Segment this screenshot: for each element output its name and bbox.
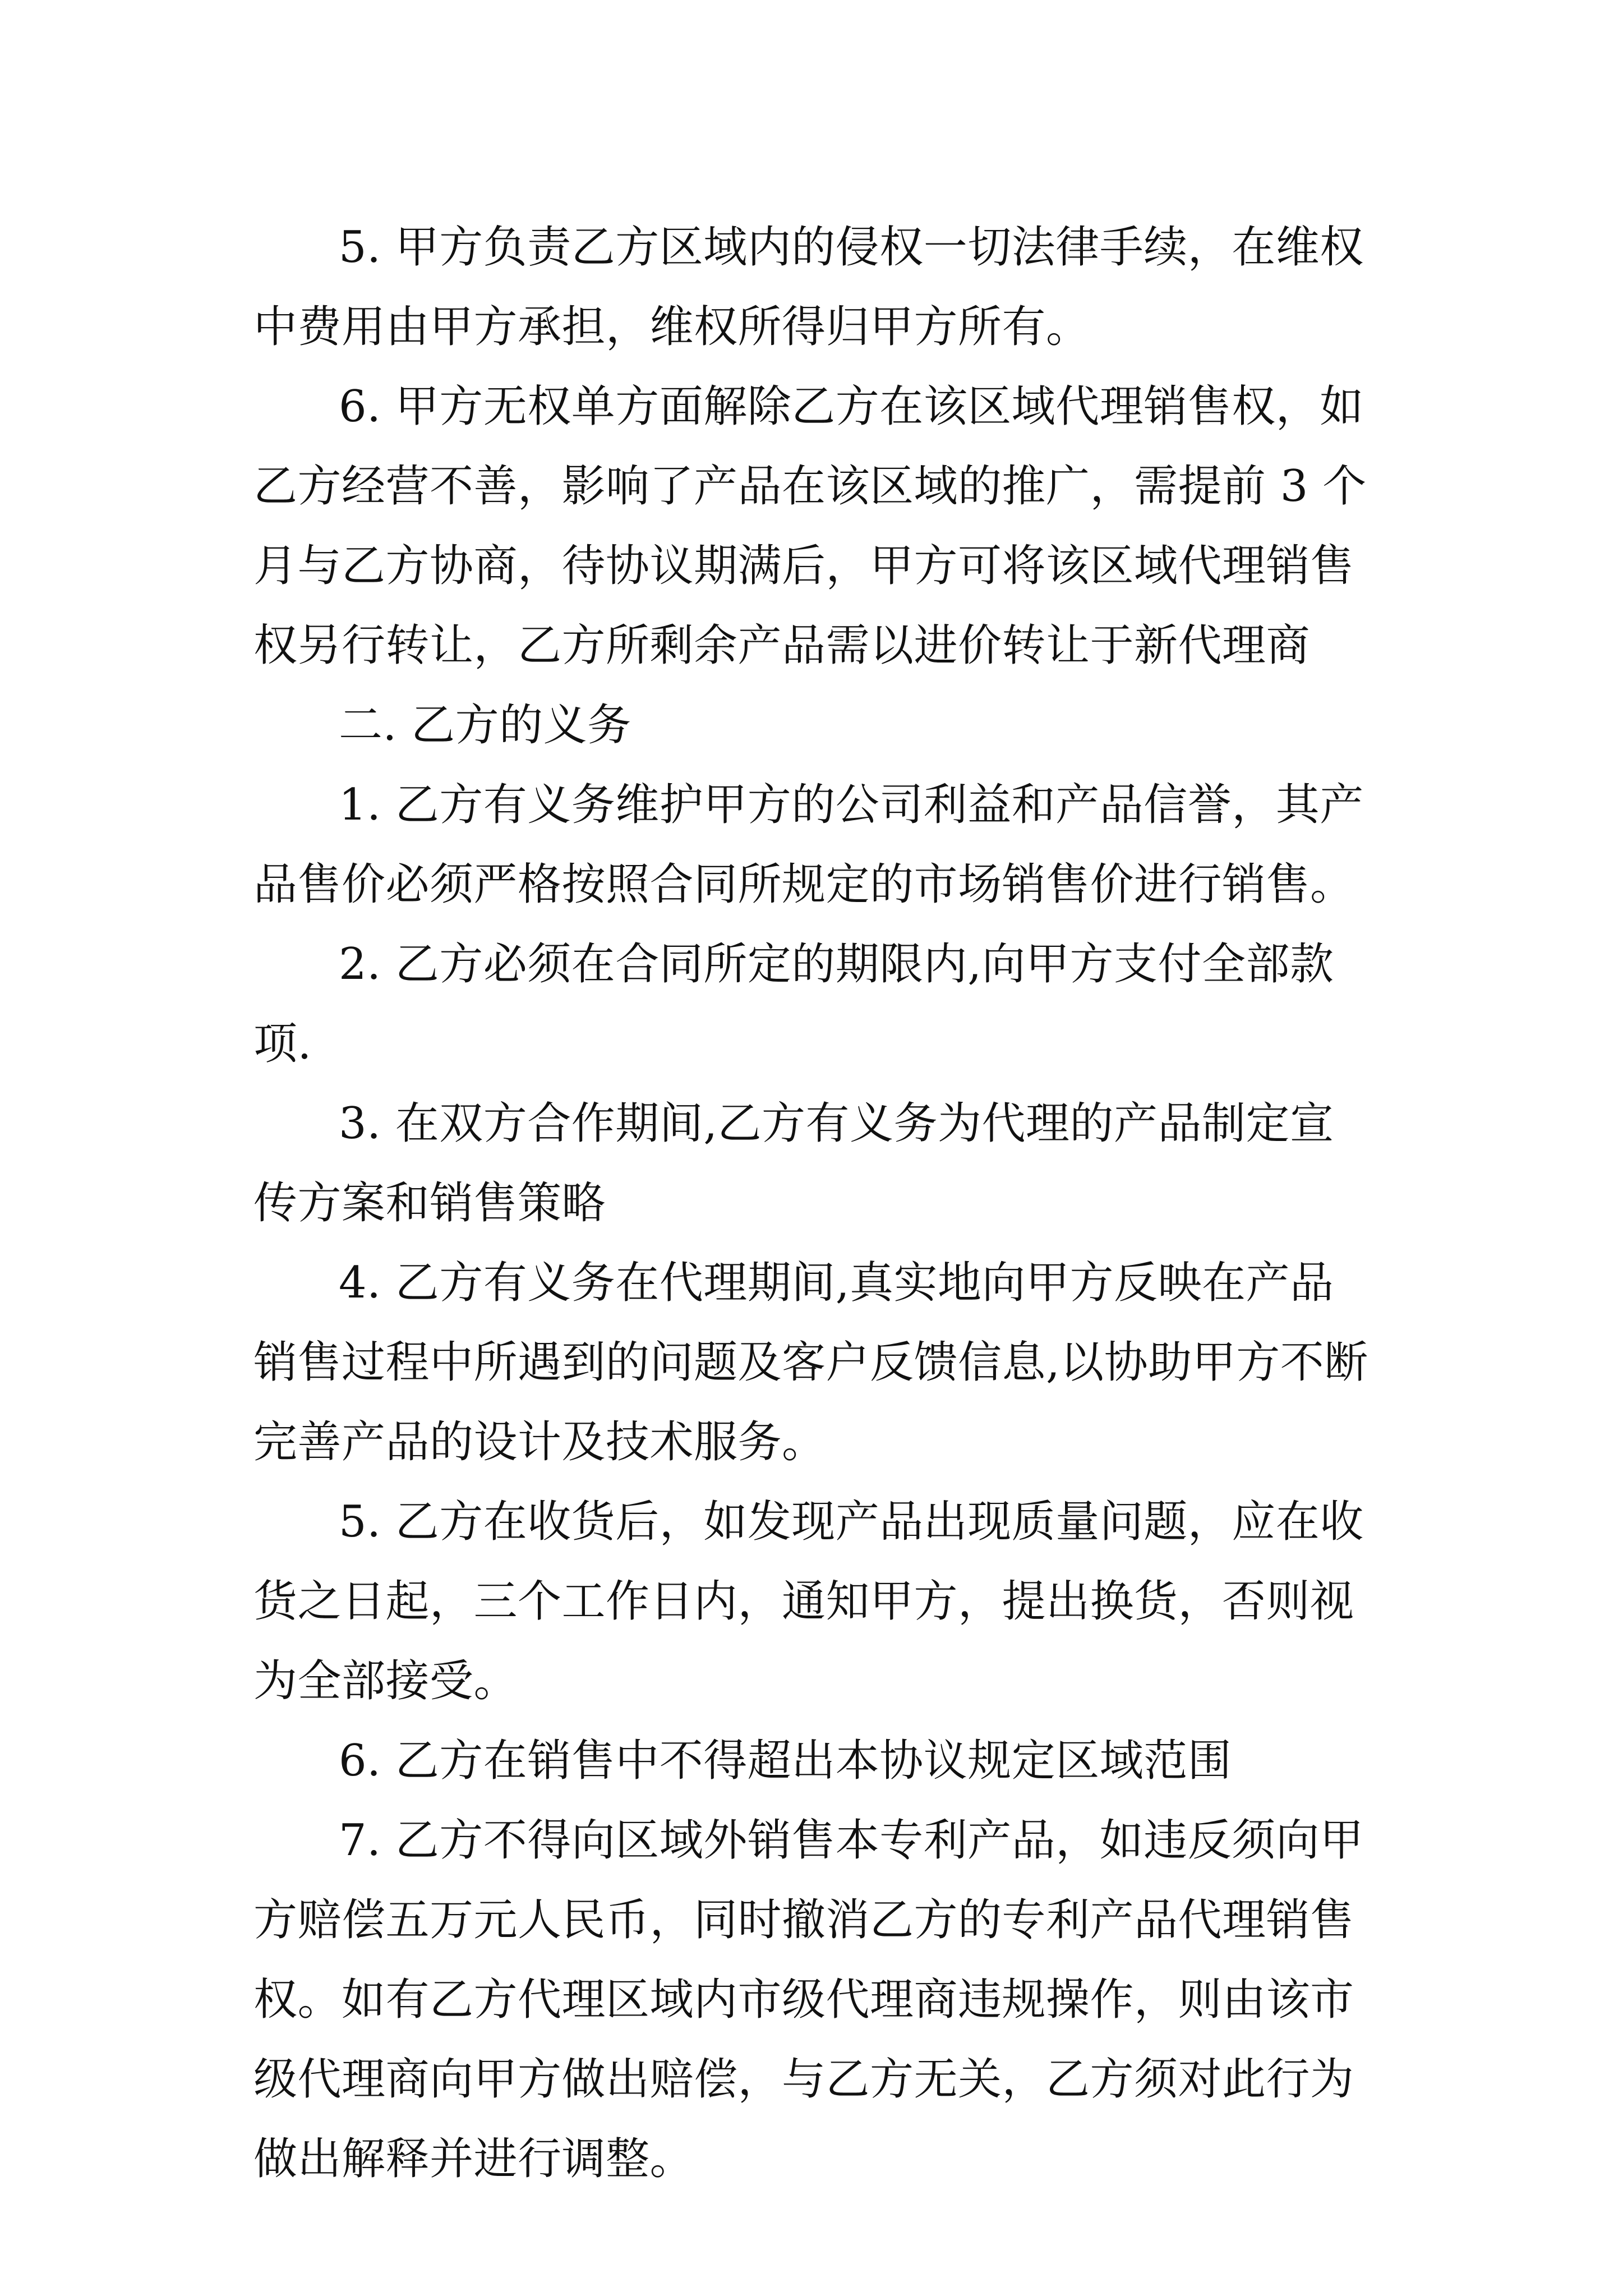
paragraph-party-a-clause-5: 5. 甲方负责乙方区域内的侵权一切法律手续，在维权中费用由甲方承担，维权所得归甲方所有。 xyxy=(253,222,1364,352)
section-heading-party-b-obligations: 二. 乙方的义务 xyxy=(339,700,631,751)
paragraph-party-b-clause-5: 5. 乙方在收货后，如发现产品出现质量问题，应在收货之日起，三个工作日内，通知甲方，提出换货，否则视为全部接受。 xyxy=(253,1497,1364,1706)
paragraph-party-b-clause-3: 3. 在双方合作期间,乙方有义务为代理的产品制定宣传方案和销售策略 xyxy=(253,1098,1334,1228)
document-body xyxy=(253,208,1375,2199)
paragraph-party-b-clause-1: 1. 乙方有义务维护甲方的公司利益和产品信誉，其产品售价必须严格按照合同所规定的市场销售价进行销售。 xyxy=(253,780,1364,910)
paragraph-party-b-clause-4: 4. 乙方有义务在代理期间,真实地向甲方反映在产品销售过程中所遇到的问题及客户反馈信息,以协助甲方不断完善产品的设计及技术服务。 xyxy=(253,1258,1368,1467)
paragraph-party-a-clause-6: 6. 甲方无权单方面解除乙方在该区域代理销售权，如乙方经营不善，影响了产品在该区域的推广，需提前 3 个月与乙方协商，待协议期满后，甲方可将该区域代理销售权另行转让，乙方所剩余产品需以进价转让于新代理商 xyxy=(253,381,1367,671)
paragraph-party-b-clause-6: 6. 乙方在销售中不得超出本协议规定区域范围 xyxy=(339,1736,1232,1786)
paragraph-party-b-clause-2: 2. 乙方必须在合同所定的期限内,向甲方支付全部款项. xyxy=(253,939,1334,1069)
paragraph-party-b-clause-7: 7. 乙方不得向区域外销售本专利产品，如违反须向甲方赔偿五万元人民币，同时撤消乙方的专利产品代理销售权。如有乙方代理区域内市级代理商违规操作，则由该市级代理商向甲方做出赔偿，与乙方无关，乙方须对此行为做出解释并进行调整。 xyxy=(253,1815,1364,2184)
